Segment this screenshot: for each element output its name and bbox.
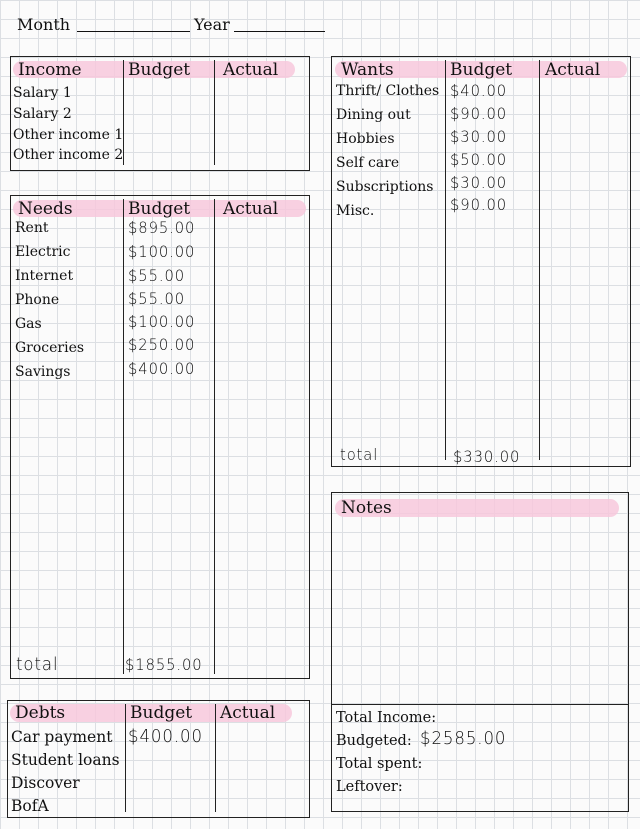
wants-row-label: Hobbies (336, 131, 395, 147)
total-spent-label: Total spent: (336, 756, 423, 772)
debts-divider-1 (125, 704, 126, 812)
income-row-salary-2: Salary 2 (13, 106, 72, 122)
leftover-label: Leftover: (336, 779, 403, 795)
debts-row-car-payment: Car payment (11, 728, 113, 746)
wants-budget-header: Budget (450, 60, 513, 80)
income-budget-header: Budget (128, 60, 191, 80)
wants-actual-header: Actual (545, 60, 601, 80)
needs-actual-header: Actual (223, 199, 279, 219)
budgeted-label: Budgeted: (336, 733, 412, 749)
needs-row-budget: $400.00 (128, 359, 196, 378)
budgeted-value: $2585.00 (420, 728, 507, 749)
wants-row-budget: $30.00 (450, 173, 508, 192)
needs-row-budget: $55.00 (128, 266, 186, 285)
debts-divider-2 (215, 704, 216, 812)
wants-row-label: Self care (336, 155, 400, 171)
wants-row-label: Misc. (336, 203, 375, 219)
debts-row-bofa: BofA (11, 797, 49, 815)
needs-row-label: Electric (15, 244, 71, 260)
needs-row-label: Gas (15, 316, 42, 332)
income-divider-2 (214, 60, 215, 165)
needs-row-label: Groceries (15, 340, 85, 356)
needs-row-label: Phone (15, 292, 60, 308)
wants-total-value: $330.00 (453, 447, 521, 466)
notes-title: Notes (341, 498, 392, 518)
needs-row-budget: $250.00 (128, 335, 196, 354)
income-title: Income (18, 60, 82, 80)
income-actual-header: Actual (223, 60, 279, 80)
needs-total-label: total (16, 654, 59, 675)
needs-row-budget: $55.00 (128, 289, 186, 308)
year-label: Year (194, 15, 230, 34)
income-row-other-income-1: Other income 1 (13, 127, 124, 143)
summary-divider (331, 704, 629, 705)
year-field[interactable] (234, 31, 325, 32)
needs-divider-2 (214, 199, 215, 674)
wants-row-budget: $30.00 (450, 127, 508, 146)
needs-row-label: Rent (15, 220, 49, 236)
wants-row-label: Subscriptions (336, 179, 434, 195)
total-income-label: Total Income: (336, 710, 437, 726)
needs-budget-header: Budget (128, 199, 191, 219)
wants-total-label: total (340, 445, 379, 464)
income-row-other-income-2: Other income 2 (13, 147, 124, 163)
debts-row-budget: $400.00 (128, 726, 203, 747)
notes-area[interactable] (336, 522, 624, 700)
wants-divider-2 (539, 60, 540, 460)
needs-row-label: Savings (15, 364, 71, 380)
needs-row-budget: $100.00 (128, 312, 196, 331)
wants-row-label: Thrift/ Clothes (336, 83, 440, 99)
debts-actual-header: Actual (220, 703, 276, 723)
wants-row-budget: $90.00 (450, 104, 508, 123)
wants-row-budget: $90.00 (450, 195, 508, 214)
debts-row-discover: Discover (11, 774, 80, 792)
wants-row-label: Dining out (336, 107, 411, 123)
needs-title: Needs (18, 199, 73, 219)
needs-total-value: $1855.00 (125, 655, 203, 674)
needs-row-budget: $100.00 (128, 242, 196, 261)
wants-row-budget: $50.00 (450, 150, 508, 169)
needs-divider-1 (123, 199, 124, 674)
wants-divider-1 (445, 60, 446, 460)
debts-row-student-loans: Student loans (11, 751, 120, 769)
income-row-salary-1: Salary 1 (13, 85, 72, 101)
month-field[interactable] (77, 31, 190, 32)
needs-row-budget: $895.00 (128, 218, 196, 237)
debts-title: Debts (15, 703, 66, 723)
wants-row-budget: $40.00 (450, 81, 508, 100)
month-label: Month (17, 15, 71, 34)
wants-title: Wants (341, 60, 394, 80)
needs-row-label: Internet (15, 268, 74, 284)
debts-budget-header: Budget (130, 703, 193, 723)
